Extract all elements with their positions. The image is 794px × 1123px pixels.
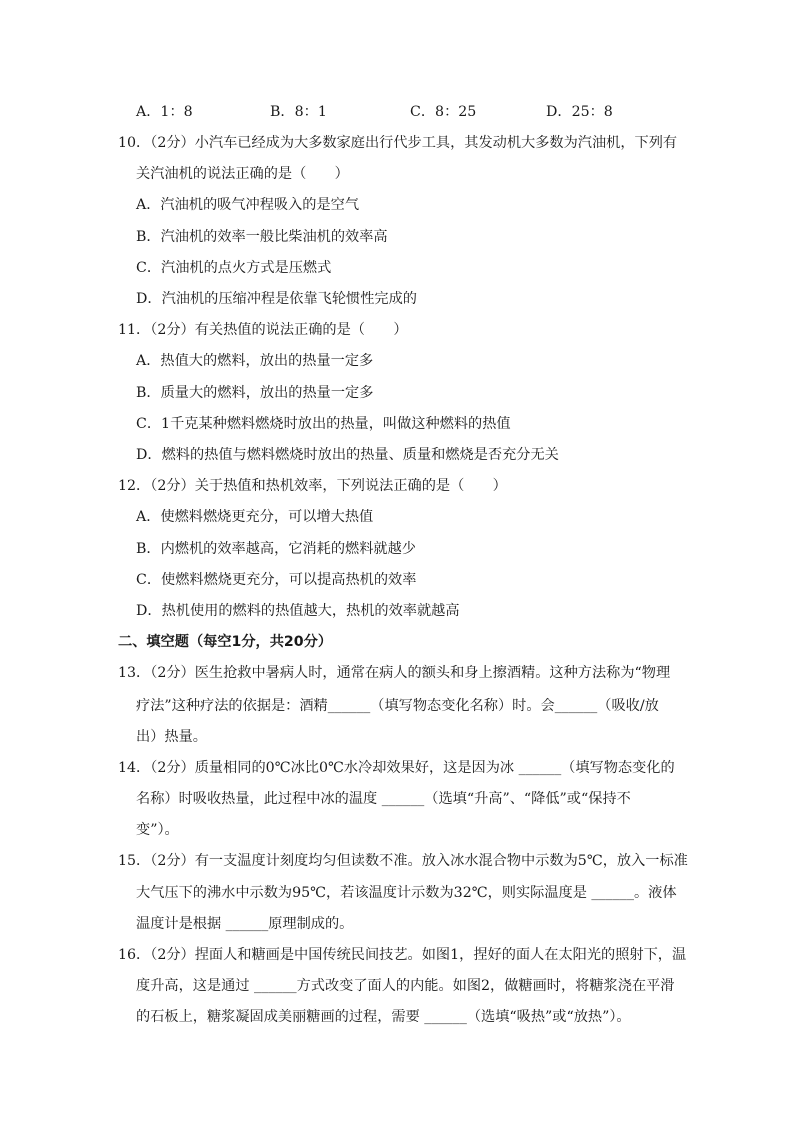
- q13-line2: 疗法”这种疗法的依据是：酒精______（填写物态变化名称）时。会______（吸收/放: [136, 698, 659, 714]
- section-heading-fill-in: 二、填空题（每空1分，共20分）: [118, 634, 333, 650]
- q13-line3: 出）热量。: [136, 729, 207, 745]
- q10-stem-line2: 关汽油机的说法正确的是（ ）: [136, 166, 349, 182]
- q15-line3: 温度计是根据 ______原理制成的。: [136, 916, 354, 932]
- q10-option-c: C．汽油机的点火方式是压燃式: [136, 260, 332, 276]
- q10-stem-line1: 10．（2分）小汽车已经成为大多数家庭出行代步工具，其发动机大多数为汽油机，下列有: [118, 135, 678, 151]
- q10-option-a: A．汽油机的吸气冲程吸入的是空气: [136, 197, 360, 213]
- q9-option-a: A．1：8: [136, 104, 193, 120]
- q14-line1: 14．（2分）质量相同的0℃冰比0℃水冷却效果好，这是因为冰 ______（填写物态变化的: [118, 760, 675, 776]
- q11-stem: 11．（2分）有关热值的说法正确的是（ ）: [118, 322, 408, 338]
- q16-line1: 16．（2分）捏面人和糖画是中国传统民间技艺。如图1，捏好的面人在太阳光的照射下，温: [118, 947, 687, 963]
- q12-stem: 12．（2分）关于热值和热机效率，下列说法正确的是（ ）: [118, 478, 507, 494]
- q12-option-c: C．使燃料燃烧更充分，可以提高热机的效率: [136, 572, 417, 588]
- q12-option-d: D．热机使用的燃料的热值越大，热机的效率就越高: [136, 603, 460, 619]
- q12-option-b: B．内燃机的效率越高，它消耗的燃料就越少: [136, 541, 416, 557]
- q9-option-b: B．8：1: [270, 104, 327, 120]
- q11-option-b: B．质量大的燃料，放出的热量一定多: [136, 385, 374, 401]
- q12-option-a: A．使燃料燃烧更充分，可以增大热值: [136, 509, 374, 525]
- q10-option-d: D．汽油机的压缩冲程是依靠飞轮惯性完成的: [136, 291, 417, 307]
- q14-line2: 名称）时吸收热量，此过程中冰的温度 ______（选填“升高”、“降低”或“保持不: [136, 791, 631, 807]
- q10-option-b: B．汽油机的效率一般比柴油机的效率高: [136, 229, 388, 245]
- q15-line1: 15．（2分）有一支温度计刻度均匀但读数不准。放入冰水混合物中示数为5℃，放入一标准: [118, 853, 688, 869]
- q14-line3: 变”）。: [136, 822, 179, 838]
- q9-option-c: C．8：25: [410, 104, 477, 120]
- q11-option-a: A．热值大的燃料，放出的热量一定多: [136, 353, 374, 369]
- q16-line3: 的石板上，糖浆凝固成美丽糖画的过程，需要 ______（选填“吸热”或“放热”）。: [136, 1009, 631, 1025]
- q11-option-d: D．燃料的热值与燃料燃烧时放出的热量、质量和燃烧是否充分无关: [136, 447, 559, 463]
- q15-line2: 大气压下的沸水中示数为95℃，若该温度计示数为32℃，则实际温度是 ______。液体: [136, 885, 677, 901]
- q9-option-d: D．25：8: [546, 104, 613, 120]
- q11-option-c: C．1千克某种燃料燃烧时放出的热量，叫做这种燃料的热值: [136, 416, 511, 432]
- q16-line2: 度升高，这是通过 ______方式改变了面人的内能。如图2，做糖画时，将糖浆浇在平滑: [136, 978, 675, 994]
- q13-line1: 13．（2分）医生抢救中暑病人时，通常在病人的额头和身上擦酒精。这种方法称为“物理: [118, 665, 671, 681]
